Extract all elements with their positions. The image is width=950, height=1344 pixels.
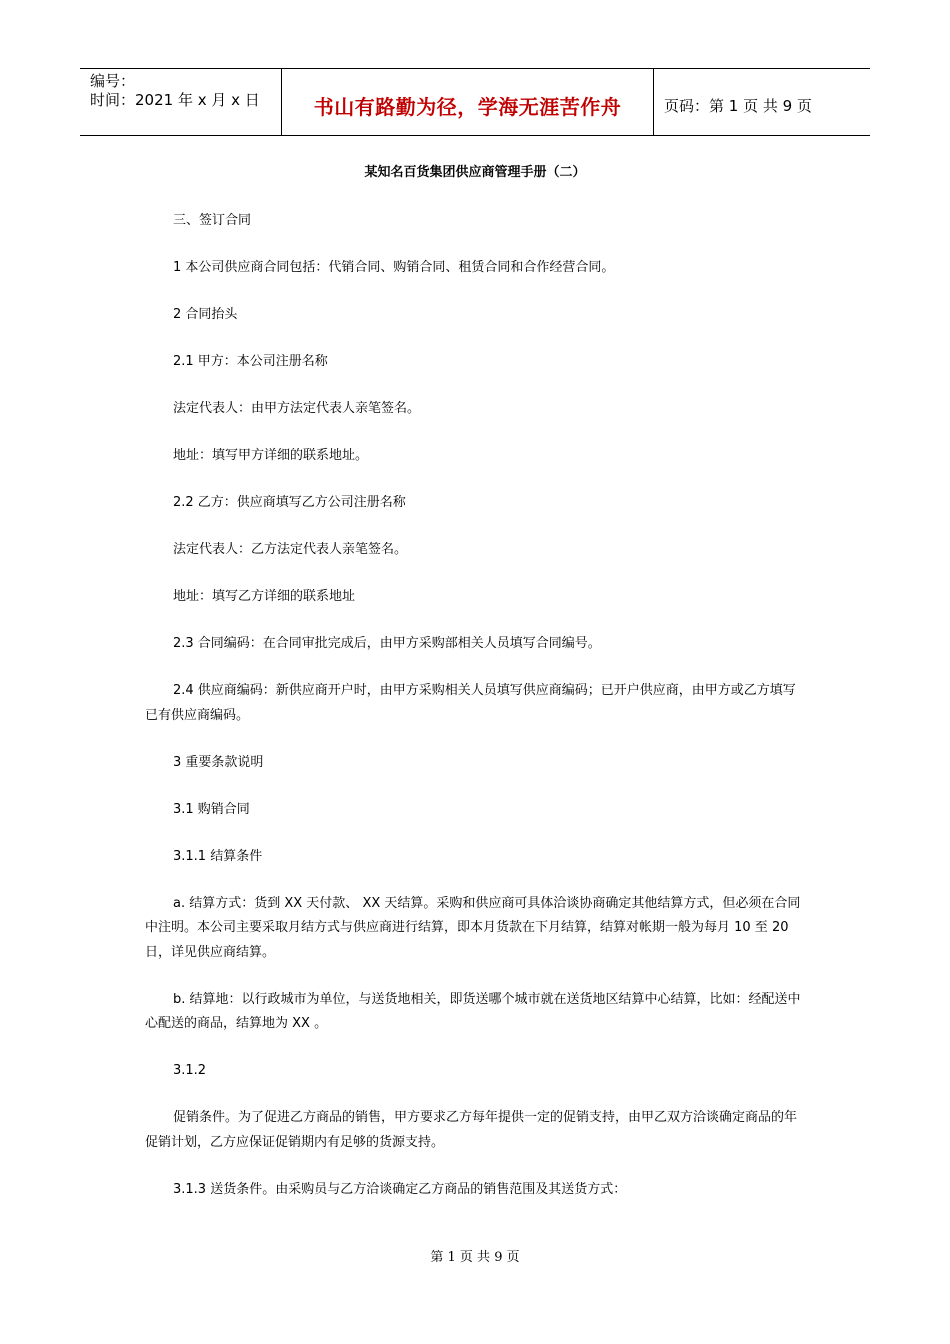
paragraph: 2 合同抬头 — [173, 307, 238, 322]
paragraph: 法定代表人：乙方法定代表人亲笔签名。 — [173, 542, 408, 557]
header-meta-cell — [80, 69, 282, 135]
paragraph: 地址：填写乙方详细的联系地址 — [173, 589, 356, 604]
header-motto-cell — [282, 69, 654, 135]
paragraph: 2.2 乙方：供应商填写乙方公司注册名称 — [173, 495, 406, 510]
paragraph: 法定代表人：由甲方法定代表人亲笔签名。 — [173, 401, 421, 416]
paragraph: 地址：填写甲方详细的联系地址。 — [173, 448, 369, 463]
paragraph: 三、签订合同 — [173, 213, 252, 228]
motto-text: 书山有路勤为径，学海无涯苦作舟 — [313, 94, 622, 119]
page-info: 页码：第 1 页 共 9 页 — [664, 96, 812, 115]
paragraph: 3 重要条款说明 — [173, 754, 264, 770]
time-label: 时间：2021 年 x 月 x 日 — [90, 91, 260, 109]
document-body — [145, 209, 807, 1202]
paragraph: 2.1 甲方：本公司注册名称 — [173, 354, 328, 369]
paragraph: 2.4 供应商编码：新供应商开户时，由甲方采购相关人员填写供应商编码；已开户供应商，由甲方或乙方填写已有供应商编码。 — [145, 683, 796, 723]
paragraph: 1 本公司供应商合同包括：代销合同、购销合同、租赁合同和合作经营合同。 — [173, 260, 615, 275]
paragraph: 2.3 合同编码：在合同审批完成后，由甲方采购部相关人员填写合同编号。 — [173, 636, 601, 651]
page-footer: 第 1 页 共 9 页 — [430, 1250, 520, 1265]
paragraph: 3.1.2 — [173, 1063, 207, 1078]
document-title: 某知名百货集团供应商管理手册（二） — [364, 165, 586, 180]
paragraph: 3.1.1 结算条件 — [173, 848, 263, 864]
paragraph: 3.1 购销合同 — [173, 801, 250, 817]
paragraph: 促销条件。为了促进乙方商品的销售，甲方要求乙方每年提供一定的促销支持，由甲乙双方洽谈确定商品的年促销计划，乙方应保证促销期内有足够的货源支持。 — [145, 1110, 798, 1150]
paragraph: 3.1.3 送货条件。由采购员与乙方洽谈确定乙方商品的销售范围及其送货方式： — [173, 1181, 627, 1197]
page-header — [80, 68, 870, 136]
paragraph: a. 结算方式：货到 XX 天付款、 XX 天结算。采购和供应商可具体洽谈协商确定其他结算方式，但必须在合同中注明。本公司主要采取月结方式与供应商进行结算，即本月货款在下月结算，结算对帐期一般为每月 10 至 20 日，详见供应商结算。 — [145, 895, 801, 960]
number-label: 编号： — [90, 72, 136, 90]
paragraph: b. 结算地：以行政城市为单位，与送货地相关，即货送哪个城市就在送货地区结算中心结算，比如：经配送中心配送的商品，结算地为 XX 。 — [145, 991, 801, 1031]
header-page-cell — [654, 69, 870, 135]
